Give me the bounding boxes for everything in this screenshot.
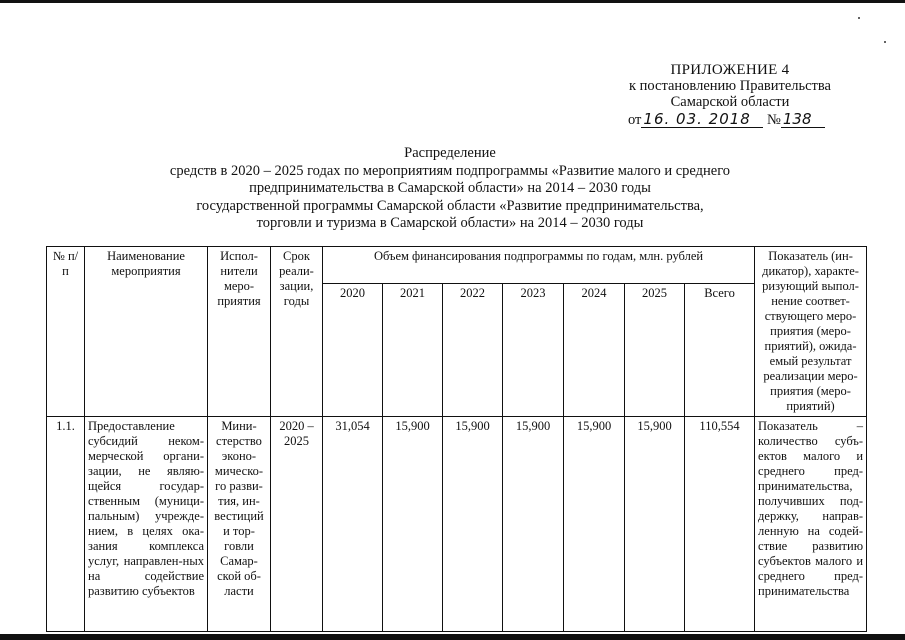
row-value: 15,900 xyxy=(503,417,564,632)
row-value: 15,900 xyxy=(564,417,625,632)
row-num: 1.1. xyxy=(47,417,85,632)
row-executors: Мини-стерство эконо-мическо-го разви-тия, ин-вестиций и тор-говли Самар-ской об-ласти xyxy=(208,417,271,632)
row-value: 15,900 xyxy=(443,417,503,632)
handwritten-date: 16. 03. 2018 xyxy=(641,112,763,128)
table-header-row xyxy=(47,247,867,284)
number-prefix: № xyxy=(767,112,781,128)
scan-border-top xyxy=(0,0,905,3)
header-num: № п/п xyxy=(47,247,85,417)
heading-line: торговли и туризма в Самарской области» на 2014 – 2030 годы xyxy=(256,215,644,231)
header-term: Срок реали-зации, годы xyxy=(271,247,323,417)
annex-block xyxy=(600,62,860,110)
annex-title: ПРИЛОЖЕНИЕ 4 xyxy=(670,62,790,78)
scan-speck xyxy=(884,41,886,43)
row-value: 15,900 xyxy=(383,417,443,632)
heading-line: предпринимательства в Самарской области» на 2014 – 2030 годы xyxy=(249,180,651,196)
heading-line: средств в 2020 – 2025 годах по мероприятиям подпрограммы «Развитие малого и среднего xyxy=(169,162,731,179)
date-prefix: от xyxy=(628,112,642,128)
header-name: Наименование мероприятия xyxy=(85,247,208,417)
row-term: 2020 – 2025 xyxy=(271,417,323,632)
annex-line: Самарской области xyxy=(670,94,790,110)
header-executors: Испол-нители меро-приятия xyxy=(208,247,271,417)
scan-speck xyxy=(858,17,860,19)
heading-line: Распределение xyxy=(404,145,496,161)
row-total: 110,554 xyxy=(685,417,755,632)
handwritten-number: 138 xyxy=(781,112,825,128)
total-header: Всего xyxy=(685,284,755,417)
header-indicator: Показатель (ин-дикатор), характе-ризующий выпол-нение соответ-ствующего меро-приятия (меро-приятий), ожида-емый результат реализации меро-приятия (меро-приятий) xyxy=(755,247,867,417)
year-header: 2024 xyxy=(564,284,625,417)
row-indicator: Показатель – количество субъ-ектов малого и среднего пред-принимательства, получивших под-держку, направ-ленную на содей-ствие развитию субъектов малого и среднего пред-принимательства xyxy=(755,417,867,632)
year-header: 2022 xyxy=(443,284,503,417)
year-header: 2025 xyxy=(625,284,685,417)
row-name: Предоставление субсидий неком-мерческой органи-зации, не являю-щейся государ-ственным (муници-пальным) учрежде-нием, в целях ока-зания комплекса услуг, направлен-ных на содействие развитию субъектов xyxy=(85,417,208,632)
header-funding: Объем финансирования подпрограммы по годам, млн. рублей xyxy=(323,247,755,284)
heading-line: государственной программы Самарской области «Развитие предпринимательства, xyxy=(196,197,704,214)
document-heading xyxy=(130,145,770,233)
table-row xyxy=(47,417,867,632)
funding-table xyxy=(46,246,867,632)
scan-border-bottom xyxy=(0,634,905,640)
row-value: 15,900 xyxy=(625,417,685,632)
year-header: 2021 xyxy=(383,284,443,417)
year-header: 2020 xyxy=(323,284,383,417)
row-value: 31,054 xyxy=(323,417,383,632)
annex-line: к постановлению Правительства xyxy=(629,78,831,94)
resolution-date-line xyxy=(628,112,825,129)
year-header: 2023 xyxy=(503,284,564,417)
